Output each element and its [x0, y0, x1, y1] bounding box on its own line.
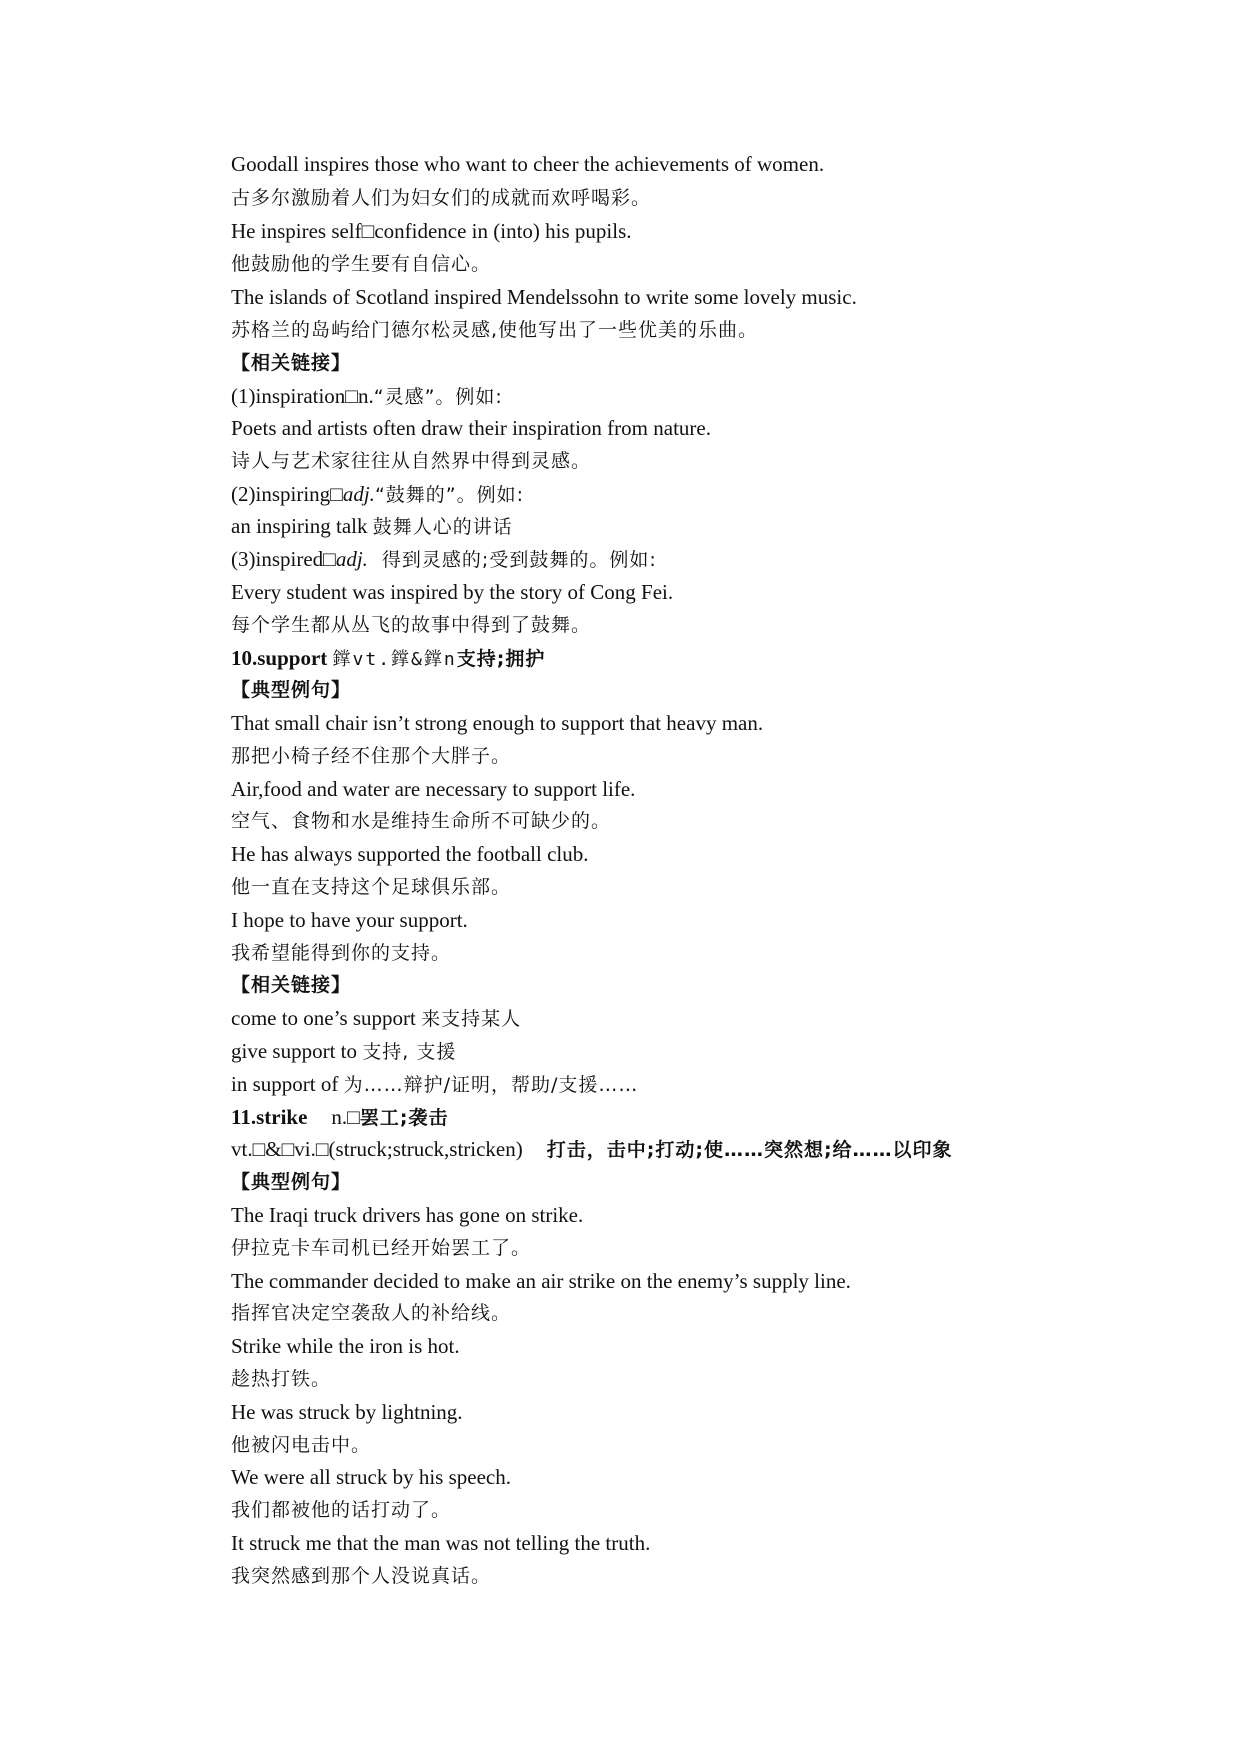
example-sentence-zh: 空气、食物和水是维持生命所不可缺少的。 — [231, 810, 612, 832]
derivative-word: (1)inspiration□n. — [231, 384, 374, 408]
vocab-meaning: 支持;拥护 — [456, 648, 546, 670]
example-sentence-en: That small chair isn’t strong enough to support that heavy man. — [231, 711, 764, 735]
derivative-word: (2)inspiring□ — [231, 482, 343, 506]
example-sentence-zh: 那把小椅子经不住那个大胖子。 — [231, 745, 512, 767]
phrase-zh: 为……辩护/证明，帮助/支援…… — [343, 1074, 639, 1096]
example-sentence-zh: 古多尔激励着人们为妇女们的成就而欢呼喝彩。 — [231, 187, 652, 209]
part-of-speech: n.□ — [331, 1105, 360, 1129]
example-sentence-en: Every student was inspired by the story of Cong Fei. — [231, 580, 674, 604]
example-sentence-zh: 他被闪电击中。 — [231, 1434, 372, 1456]
example-sentence-en: The Iraqi truck drivers has gone on strike. — [231, 1203, 584, 1227]
example-sentence-zh: 每个学生都从丛飞的故事中得到了鼓舞。 — [231, 614, 592, 636]
phrase-entry — [231, 1071, 638, 1097]
section-heading-typical-examples: 【典型例句】 — [231, 1171, 352, 1193]
part-of-speech: vt.□&□vi.□(struck;struck,stricken) — [231, 1137, 523, 1161]
example-sentence-en: We were all struck by his speech. — [231, 1465, 511, 1489]
example-sentence-en: Strike while the iron is hot. — [231, 1334, 460, 1358]
example-sentence-en: The islands of Scotland inspired Mendelssohn to write some lovely music. — [231, 285, 857, 309]
vocab-entry-strike — [231, 1104, 448, 1130]
section-heading-typical-examples: 【典型例句】 — [231, 679, 352, 701]
derivative-entry — [231, 383, 503, 409]
example-sentence-zh: 他鼓励他的学生要有自信心。 — [231, 253, 492, 275]
example-sentence-en: I hope to have your support. — [231, 908, 468, 932]
example-sentence-en: Poets and artists often draw their inspiration from nature. — [231, 416, 711, 440]
part-of-speech: adj. — [335, 547, 368, 571]
vocab-entry-support — [231, 645, 545, 671]
example-sentence-zh: 我突然感到那个人没说真话。 — [231, 1565, 492, 1587]
phrase-en: give support to — [231, 1039, 357, 1063]
section-heading-related-links: 【相关链接】 — [231, 352, 352, 374]
example-sentence-zh: 我希望能得到你的支持。 — [231, 942, 452, 964]
phrase-en: come to one’s support — [231, 1006, 416, 1030]
example-sentence-zh: 趁热打铁。 — [231, 1368, 332, 1390]
phrase-en: in support of — [231, 1072, 339, 1096]
example-sentence-zh: 苏格兰的岛屿给门德尔松灵感,使他写出了一些优美的乐曲。 — [231, 319, 759, 341]
phrase-en: an inspiring talk — [231, 514, 368, 538]
example-sentence-en: He inspires self□confidence in (into) his pupils. — [231, 219, 632, 243]
derivative-entry — [231, 481, 524, 507]
example-sentence-en: Goodall inspires those who want to cheer the achievements of women. — [231, 152, 825, 176]
section-heading-related-links: 【相关链接】 — [231, 974, 352, 996]
phrase-zh: 鼓舞人心的讲话 — [372, 516, 513, 538]
derivative-entry — [231, 546, 657, 572]
derivative-meaning: “灵感”。例如: — [373, 386, 503, 408]
example-sentence-en: Air,food and water are necessary to support life. — [231, 777, 636, 801]
vocab-entry-strike-verb — [231, 1136, 953, 1162]
example-sentence-zh: 诗人与艺术家往往从自然界中得到灵感。 — [231, 450, 592, 472]
example-sentence-en: He was struck by lightning. — [231, 1400, 463, 1424]
part-of-speech: 鐣vt.鐣&鐣n — [332, 649, 457, 670]
example-sentence-zh: 他一直在支持这个足球俱乐部。 — [231, 876, 512, 898]
phrase-entry — [231, 1038, 456, 1064]
example-sentence-en: He has always supported the football club. — [231, 842, 589, 866]
vocab-headword: 10.support — [231, 646, 328, 670]
derivative-meaning: “鼓舞的”。例如: — [374, 484, 525, 506]
phrase-zh: 来支持某人 — [421, 1008, 522, 1030]
example-sentence-en: The commander decided to make an air strike on the enemy’s supply line. — [231, 1269, 851, 1293]
phrase-entry — [231, 1005, 521, 1031]
derivative-word: (3)inspired□ — [231, 547, 336, 571]
phrase-zh: 支持, 支援 — [362, 1041, 457, 1063]
example-sentence-zh: 指挥官决定空袭敌人的补给线。 — [231, 1302, 512, 1324]
phrase-entry — [231, 513, 513, 539]
vocab-headword: 11.strike — [231, 1105, 308, 1129]
example-sentence-zh: 伊拉克卡车司机已经开始罢工了。 — [231, 1237, 532, 1259]
example-sentence-zh: 我们都被他的话打动了。 — [231, 1499, 452, 1521]
vocab-meaning: 罢工;袭击 — [359, 1107, 449, 1129]
vocab-meaning: 打击，击中;打动;使……突然想;给……以印象 — [546, 1139, 953, 1161]
example-sentence-en: It struck me that the man was not telling the truth. — [231, 1531, 651, 1555]
part-of-speech: adj. — [342, 482, 375, 506]
derivative-meaning: 得到灵感的;受到鼓舞的。例如: — [381, 549, 657, 571]
